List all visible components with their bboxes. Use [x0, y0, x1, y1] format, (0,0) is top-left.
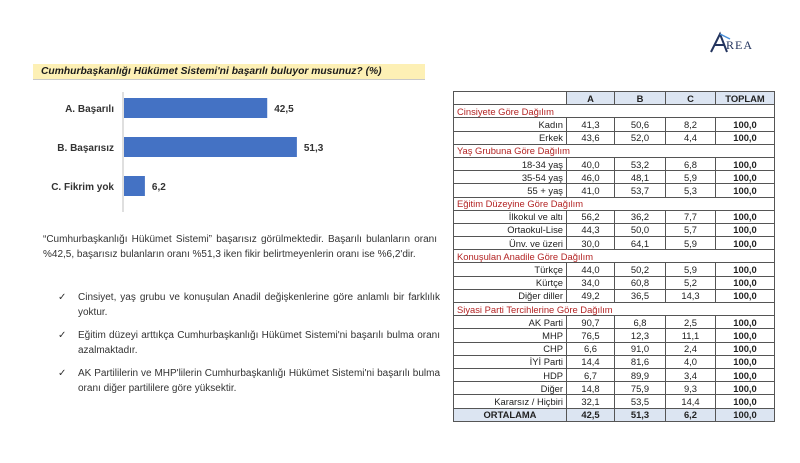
cell-c: 2,5 — [666, 316, 716, 329]
table-body — [454, 105, 775, 422]
table-row — [454, 157, 775, 170]
table-row — [454, 329, 775, 342]
cell-a: 30,0 — [567, 237, 615, 250]
cell-total: 100,0 — [716, 237, 775, 250]
header-a: A — [567, 92, 615, 105]
header-blank — [454, 92, 567, 105]
cell-total: 100,0 — [716, 171, 775, 184]
row-label: 18-34 yaş — [454, 157, 567, 170]
check-icon: ✓ — [58, 292, 67, 303]
cell-a: 32,1 — [567, 395, 615, 408]
category-label: C. Fikrim yok — [51, 182, 114, 193]
cell-total: 100,0 — [716, 316, 775, 329]
cell-a: 34,0 — [567, 276, 615, 289]
cell-total: 100,0 — [716, 276, 775, 289]
cell-b: 53,2 — [615, 157, 666, 170]
cell-b: 50,0 — [615, 223, 666, 236]
group-title: Siyasi Parti Tercihlerine Göre Dağılım — [454, 303, 775, 316]
cell-a: 41,0 — [567, 184, 615, 197]
table-row — [454, 395, 775, 408]
cell-b: 50,2 — [615, 263, 666, 276]
bar — [124, 98, 267, 118]
finding-text: Cinsiyet, yaş grubu ve konuşulan Anadil değişkenlerine göre anlamlı bir farklılık yoktur. — [78, 292, 440, 318]
table-row — [454, 118, 775, 131]
table-row — [454, 368, 775, 381]
cell-c: 7,7 — [666, 210, 716, 223]
cell-b: 12,3 — [615, 329, 666, 342]
table-group-row — [454, 197, 775, 210]
group-title: Yaş Grubuna Göre Dağılım — [454, 144, 775, 157]
cell-a: 46,0 — [567, 171, 615, 184]
row-label: Erkek — [454, 131, 567, 144]
cell-total: 100,0 — [716, 342, 775, 355]
table-header-row — [454, 92, 775, 105]
row-label: 35-54 yaş — [454, 171, 567, 184]
findings-list — [58, 290, 440, 404]
cell-total: 100,0 — [716, 210, 775, 223]
cell-total: 100,0 — [716, 368, 775, 381]
cell-c: 11,1 — [666, 329, 716, 342]
row-label: Türkçe — [454, 263, 567, 276]
cell-a: 56,2 — [567, 210, 615, 223]
cell-b: 81,6 — [615, 355, 666, 368]
cell-b: 53,5 — [615, 395, 666, 408]
cell-total: 100,0 — [716, 184, 775, 197]
table-row — [454, 184, 775, 197]
table-row — [454, 237, 775, 250]
summary-paragraph: “Cumhurbaşkanlığı Hükümet Sistemi” başarısız görülmektedir. Başarılı bulanların oranı %42,5, başarısız bulanların oranı %51,3 iken fikir belirtmeyenlerin oranı ise %6,2'dir. — [43, 234, 437, 260]
average-cell: 51,3 — [615, 408, 666, 421]
cell-b: 36,5 — [615, 289, 666, 302]
finding-text: Eğitim düzeyi arttıkça Cumhurbaşkanlığı Hükümet Sistemi'ni başarılı bulma oranı azalmaktadır. — [78, 330, 440, 356]
cell-b: 75,9 — [615, 382, 666, 395]
cell-a: 76,5 — [567, 329, 615, 342]
cell-b: 64,1 — [615, 237, 666, 250]
header-c: C — [666, 92, 716, 105]
cell-a: 49,2 — [567, 289, 615, 302]
cell-a: 43,6 — [567, 131, 615, 144]
value-label: 51,3 — [303, 143, 324, 154]
cell-c: 2,4 — [666, 342, 716, 355]
cell-c: 5,9 — [666, 237, 716, 250]
value-label: 42,5 — [274, 104, 294, 115]
bar — [124, 176, 145, 196]
cell-total: 100,0 — [716, 263, 775, 276]
cell-total: 100,0 — [716, 355, 775, 368]
header-b: B — [615, 92, 666, 105]
table-row — [454, 223, 775, 236]
table-row — [454, 263, 775, 276]
average-label: ORTALAMA — [454, 408, 567, 421]
question-title: Cumhurbaşkanlığı Hükümet Sistemi'ni başarılı buluyor musunuz? (%) — [33, 64, 425, 80]
row-label: Ortaokul-Lise — [454, 223, 567, 236]
cell-total: 100,0 — [716, 157, 775, 170]
cell-c: 9,3 — [666, 382, 716, 395]
row-label: İlkokul ve altı — [454, 210, 567, 223]
row-label: CHP — [454, 342, 567, 355]
cell-c: 6,8 — [666, 157, 716, 170]
table-row — [454, 276, 775, 289]
value-label: 6,2 — [151, 182, 166, 193]
cell-c: 4,4 — [666, 131, 716, 144]
group-title: Konuşulan Anadile Göre Dağılım — [454, 250, 775, 263]
bar-chart — [40, 92, 340, 212]
category-label: B. Başarısız — [57, 143, 114, 154]
table-row — [454, 382, 775, 395]
cell-b: 36,2 — [615, 210, 666, 223]
cell-c: 4,0 — [666, 355, 716, 368]
cell-a: 90,7 — [567, 316, 615, 329]
group-title: Cinsiyete Göre Dağılım — [454, 105, 775, 118]
cell-b: 6,8 — [615, 316, 666, 329]
distribution-table — [453, 91, 775, 422]
cell-total: 100,0 — [716, 289, 775, 302]
finding-item — [58, 328, 440, 358]
header-total: TOPLAM — [716, 92, 775, 105]
cell-a: 44,3 — [567, 223, 615, 236]
row-label: AK Parti — [454, 316, 567, 329]
row-label: Ünv. ve üzeri — [454, 237, 567, 250]
cell-b: 50,6 — [615, 118, 666, 131]
row-label: 55 + yaş — [454, 184, 567, 197]
table-row — [454, 289, 775, 302]
bar — [124, 137, 297, 157]
cell-a: 40,0 — [567, 157, 615, 170]
cell-b: 91,0 — [615, 342, 666, 355]
cell-a: 14,8 — [567, 382, 615, 395]
cell-total: 100,0 — [716, 382, 775, 395]
finding-item — [58, 290, 440, 320]
category-label: A. Başarılı — [65, 104, 114, 115]
bar-chart-svg — [40, 92, 340, 212]
logo-text: REA — [726, 38, 753, 52]
finding-item — [58, 366, 440, 396]
cell-b: 60,8 — [615, 276, 666, 289]
row-label: İYİ Parti — [454, 355, 567, 368]
cell-c: 3,4 — [666, 368, 716, 381]
cell-c: 5,3 — [666, 184, 716, 197]
table-row — [454, 210, 775, 223]
cell-b: 48,1 — [615, 171, 666, 184]
cell-total: 100,0 — [716, 223, 775, 236]
finding-text: AK Partililerin ve MHP'lilerin Cumhurbaşkanlığı Hükümet Sistemi'ni başarılı bulma oranı diğer partililere göre yüksektir. — [78, 368, 440, 394]
check-icon: ✓ — [58, 368, 67, 379]
table-group-row — [454, 303, 775, 316]
cell-total: 100,0 — [716, 329, 775, 342]
average-row — [454, 408, 775, 421]
table-row — [454, 316, 775, 329]
average-cell: 100,0 — [716, 408, 775, 421]
table-group-row — [454, 105, 775, 118]
table-row — [454, 171, 775, 184]
row-label: Diğer diller — [454, 289, 567, 302]
table-group-row — [454, 250, 775, 263]
average-cell: 6,2 — [666, 408, 716, 421]
average-cell: 42,5 — [567, 408, 615, 421]
cell-c: 5,9 — [666, 171, 716, 184]
cell-total: 100,0 — [716, 118, 775, 131]
cell-c: 5,9 — [666, 263, 716, 276]
row-label: Kürtçe — [454, 276, 567, 289]
cell-total: 100,0 — [716, 395, 775, 408]
cell-b: 89,9 — [615, 368, 666, 381]
cell-a: 41,3 — [567, 118, 615, 131]
row-label: Kararsız / Hiçbiri — [454, 395, 567, 408]
check-icon: ✓ — [58, 330, 67, 341]
row-label: Kadın — [454, 118, 567, 131]
cell-b: 52,0 — [615, 131, 666, 144]
table-group-row — [454, 144, 775, 157]
cell-b: 53,7 — [615, 184, 666, 197]
table-row — [454, 131, 775, 144]
row-label: Diğer — [454, 382, 567, 395]
row-label: MHP — [454, 329, 567, 342]
cell-c: 5,7 — [666, 223, 716, 236]
cell-total: 100,0 — [716, 131, 775, 144]
cell-a: 6,6 — [567, 342, 615, 355]
cell-a: 6,7 — [567, 368, 615, 381]
cell-c: 8,2 — [666, 118, 716, 131]
group-title: Eğitim Düzeyine Göre Dağılım — [454, 197, 775, 210]
cell-a: 14,4 — [567, 355, 615, 368]
cell-a: 44,0 — [567, 263, 615, 276]
cell-c: 5,2 — [666, 276, 716, 289]
cell-c: 14,3 — [666, 289, 716, 302]
row-label: HDP — [454, 368, 567, 381]
table-row — [454, 342, 775, 355]
table-row — [454, 355, 775, 368]
area-logo — [708, 30, 772, 54]
cell-c: 14,4 — [666, 395, 716, 408]
